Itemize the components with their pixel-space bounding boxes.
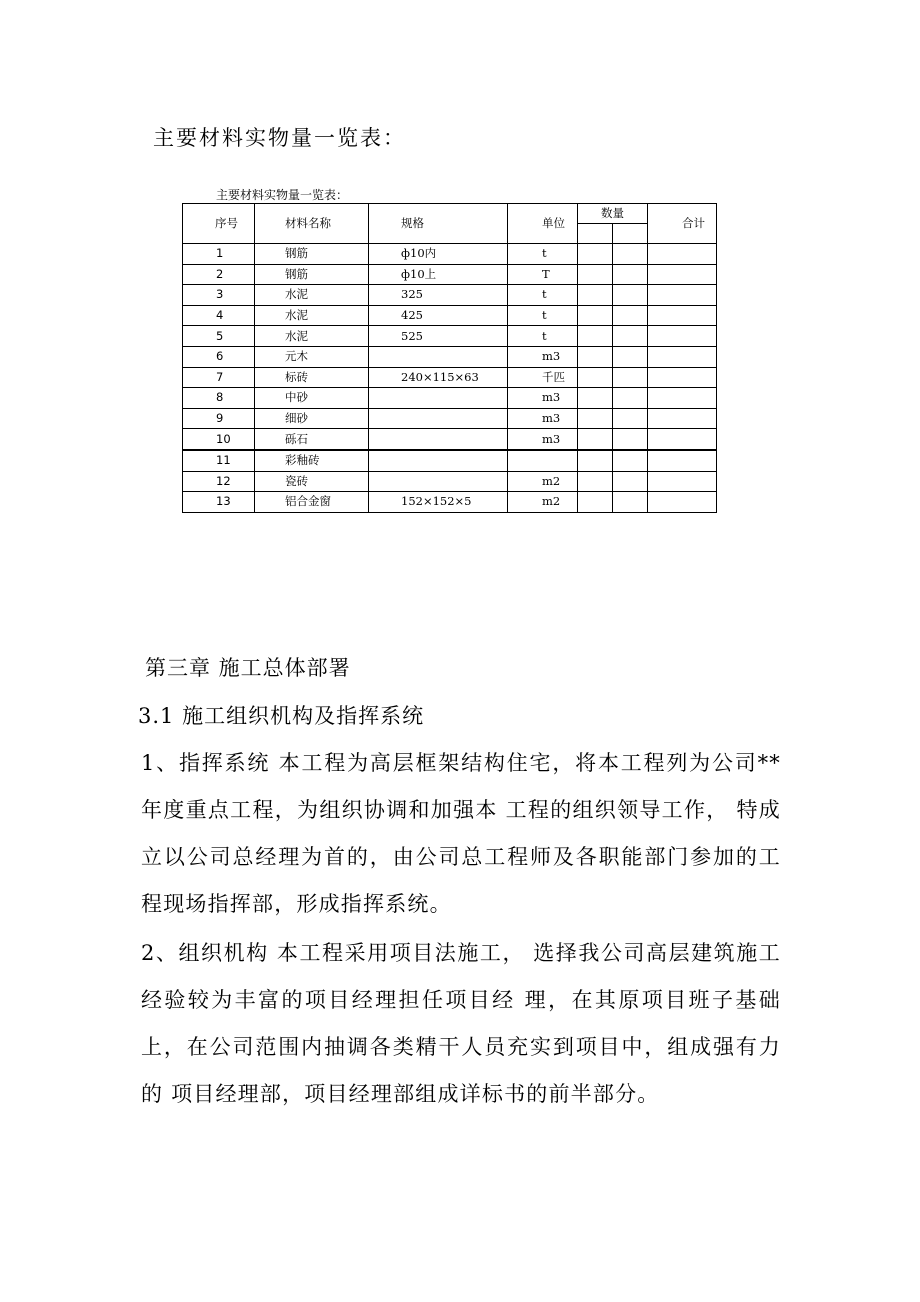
cell-unit: m3 — [508, 408, 578, 429]
cell-total — [648, 285, 717, 306]
cell-unit: m3 — [508, 429, 578, 450]
cell-spec — [369, 346, 508, 367]
cell-quantity-2 — [613, 471, 648, 492]
cell-material-name: 元木 — [255, 346, 369, 367]
header-quantity: 数量 — [578, 204, 648, 224]
cell-material-name: 水泥 — [255, 285, 369, 306]
table-row — [183, 492, 717, 513]
cell-unit: t — [508, 326, 578, 347]
header-total: 合计 — [648, 204, 717, 244]
cell-quantity-2 — [613, 492, 648, 513]
table-row — [183, 346, 717, 367]
cell-material-name: 标砖 — [255, 367, 369, 388]
header-unit: 单位 — [508, 204, 578, 244]
cell-spec: 240×115×63 — [369, 367, 508, 388]
section-title: 3.1 施工组织机构及指挥系统 — [138, 704, 425, 728]
cell-quantity-1 — [578, 264, 613, 285]
cell-material-name: 细砂 — [255, 408, 369, 429]
cell-unit: t — [508, 285, 578, 306]
cell-spec: 525 — [369, 326, 508, 347]
cell-quantity-2 — [613, 244, 648, 265]
cell-quantity-2 — [613, 264, 648, 285]
cell-quantity-1 — [578, 450, 613, 471]
cell-unit: 千匹 — [508, 367, 578, 388]
cell-spec — [369, 429, 508, 450]
cell-quantity-1 — [578, 388, 613, 409]
cell-quantity-2 — [613, 388, 648, 409]
header-spec: 规格 — [369, 204, 508, 244]
cell-unit — [508, 450, 578, 471]
materials-table-body — [183, 244, 717, 513]
cell-material-name: 水泥 — [255, 305, 369, 326]
cell-seq: 7 — [183, 367, 255, 388]
cell-spec: ф10内 — [369, 244, 508, 265]
cell-total — [648, 244, 717, 265]
cell-quantity-2 — [613, 367, 648, 388]
cell-seq: 3 — [183, 285, 255, 306]
table-row — [183, 305, 717, 326]
cell-total — [648, 346, 717, 367]
paragraph-organization: 2、组织机构 本工程采用项目法施工， 选择我公司高层建筑施工经验较为丰富的项目经理担任项目经 理，在其原项目班子基础上，在公司范围内抽调各类精干人员充实到项目中，组成强有力的 项目经理部，项目经理部组成详标书的前半部分。 — [141, 941, 781, 1106]
header-quantity-sub-2 — [613, 224, 648, 244]
cell-spec — [369, 388, 508, 409]
cell-total — [648, 408, 717, 429]
table-row — [183, 388, 717, 409]
materials-table — [182, 203, 717, 513]
cell-total — [648, 450, 717, 471]
cell-quantity-2 — [613, 429, 648, 450]
cell-spec — [369, 408, 508, 429]
table-row — [183, 429, 717, 450]
cell-material-name: 瓷砖 — [255, 471, 369, 492]
cell-quantity-1 — [578, 408, 613, 429]
cell-total — [648, 492, 717, 513]
cell-material-name: 水泥 — [255, 326, 369, 347]
cell-quantity-2 — [613, 326, 648, 347]
cell-spec: 425 — [369, 305, 508, 326]
cell-material-name: 彩釉砖 — [255, 450, 369, 471]
cell-seq: 2 — [183, 264, 255, 285]
table-row — [183, 285, 717, 306]
cell-seq: 13 — [183, 492, 255, 513]
table-row — [183, 264, 717, 285]
cell-quantity-1 — [578, 305, 613, 326]
cell-material-name: 钢筋 — [255, 244, 369, 265]
cell-quantity-1 — [578, 367, 613, 388]
cell-quantity-2 — [613, 346, 648, 367]
cell-unit: T — [508, 264, 578, 285]
cell-quantity-2 — [613, 285, 648, 306]
cell-unit: t — [508, 244, 578, 265]
cell-spec — [369, 450, 508, 471]
cell-quantity-1 — [578, 285, 613, 306]
cell-spec: ф10上 — [369, 264, 508, 285]
cell-spec: 152×152×5 — [369, 492, 508, 513]
cell-quantity-1 — [578, 471, 613, 492]
cell-seq: 10 — [183, 429, 255, 450]
cell-seq: 12 — [183, 471, 255, 492]
cell-seq: 6 — [183, 346, 255, 367]
cell-quantity-1 — [578, 492, 613, 513]
paragraph-command-system: 1、指挥系统 本工程为高层框架结构住宅，将本工程列为公司**年度重点工程，为组织协调和加强本 工程的组织领导工作， 特成立以公司总经理为首的，由公司总工程师及各职能部门参加的工 程现场指挥部，形成指挥系统。 — [141, 751, 781, 916]
cell-seq: 1 — [183, 244, 255, 265]
table-row — [183, 450, 717, 471]
cell-quantity-2 — [613, 450, 648, 471]
cell-total — [648, 388, 717, 409]
cell-total — [648, 471, 717, 492]
cell-total — [648, 326, 717, 347]
cell-total — [648, 367, 717, 388]
cell-material-name: 中砂 — [255, 388, 369, 409]
cell-seq: 4 — [183, 305, 255, 326]
header-seq: 序号 — [183, 204, 255, 244]
table-row — [183, 408, 717, 429]
chapter-title: 第三章 施工总体部署 — [145, 656, 351, 680]
cell-total — [648, 264, 717, 285]
cell-unit: m2 — [508, 471, 578, 492]
cell-material-name: 铝合金窗 — [255, 492, 369, 513]
table-row — [183, 471, 717, 492]
cell-material-name: 砾石 — [255, 429, 369, 450]
cell-seq: 11 — [183, 450, 255, 471]
cell-unit: t — [508, 305, 578, 326]
table-row — [183, 244, 717, 265]
cell-unit: m2 — [508, 492, 578, 513]
table-row — [183, 367, 717, 388]
cell-seq: 8 — [183, 388, 255, 409]
cell-material-name: 钢筋 — [255, 264, 369, 285]
table-caption: 主要材料实物量一览表： — [216, 188, 349, 202]
document-heading: 主要材料实物量一览表： — [153, 126, 406, 150]
cell-quantity-1 — [578, 326, 613, 347]
cell-spec: 325 — [369, 285, 508, 306]
cell-unit: m3 — [508, 346, 578, 367]
cell-total — [648, 429, 717, 450]
cell-seq: 9 — [183, 408, 255, 429]
cell-quantity-1 — [578, 346, 613, 367]
cell-total — [648, 305, 717, 326]
header-quantity-sub-1 — [578, 224, 613, 244]
cell-quantity-2 — [613, 305, 648, 326]
cell-quantity-1 — [578, 244, 613, 265]
cell-quantity-1 — [578, 429, 613, 450]
table-row — [183, 326, 717, 347]
cell-seq: 5 — [183, 326, 255, 347]
cell-quantity-2 — [613, 408, 648, 429]
cell-spec — [369, 471, 508, 492]
header-material-name: 材料名称 — [255, 204, 369, 244]
cell-unit: m3 — [508, 388, 578, 409]
